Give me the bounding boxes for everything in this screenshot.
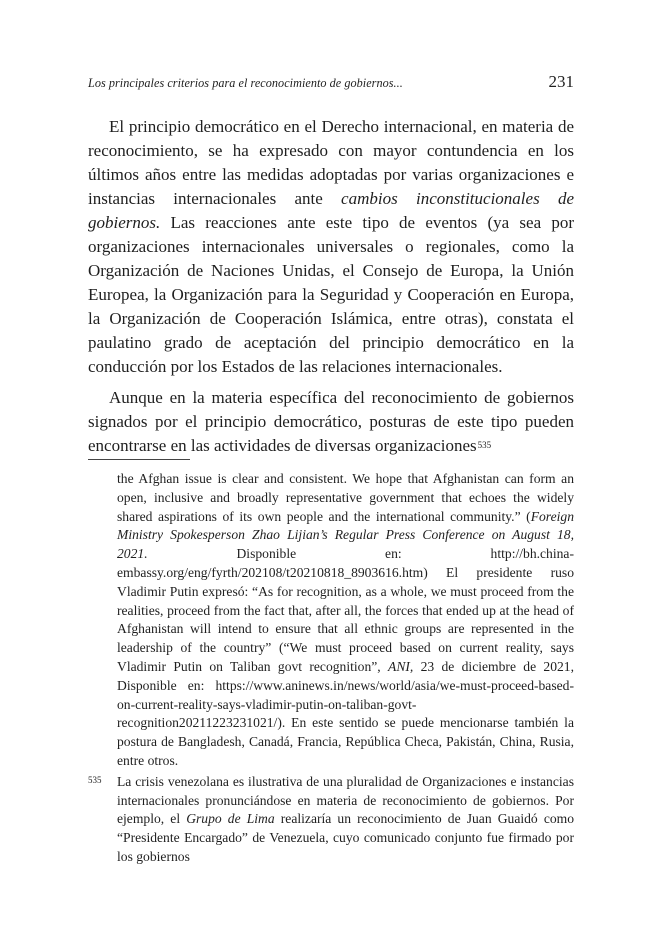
body-emphasis: cambios inconstitucionales de gobiernos. [88,189,574,232]
footnote-text: 23 de diciembre de 2021, Disponible en: https://www.aninews.in/news/world/asia/we-must-proceed-based-on-current-reality-says-vladimir-putin-on-taliban-govt-recognition20211223231021/). En este sentido se puede mencionarse también la postura de Bangladesh, Canadá, Francia, República Checa, Pakistán, China, Rusia, entre otros. [117,658,574,768]
footnote-emphasis: Foreign Ministry Spokesperson Zhao Lijian’s Regular Press Conference on August 18, 2021. [117,508,574,562]
footnote-emphasis: Grupo de Lima [186,811,275,827]
running-title: Los principales criterios para el reconocimiento de gobiernos... [88,76,403,90]
running-header [88,72,574,98]
body-text: El principio democrático en el Derecho internacional, en materia de reconocimiento, se ha expresado con mayor contundencia en los últimos años entre las medidas adoptadas por varias organizaciones e instancias internacionales ante [88,117,574,208]
body-text: Las reacciones ante este tipo de eventos (ya sea por organizaciones internacionales universales o regionales, como la Organización de Naciones Unidas, el Consejo de Europa, la Unión Europea, la Organización para la Seguridad y Cooperación en Europa, la Organización de Cooperación Islámica, entre otras), constata el paulatino grado de aceptación del principio democrático en la conducción por los Estados de las relaciones internacionales. [88,213,574,376]
body-text: Aunque en la materia específica del reconocimiento de gobiernos signados por el principio democrático, posturas de este tipo pueden encontrarse en las actividades de diversas organizaciones [88,388,574,455]
footnote-reference: 535 [477,440,492,450]
footnote-text: La crisis venezolana es ilustrativa de una pluralidad de Organizaciones e instancias internacionales pronunciándose en materia de reconocimiento de gobiernos. Por ejemplo, el [117,773,574,827]
body-paragraph [88,386,574,458]
footnote-text: Disponible en: http://bh.china-embassy.org/eng/fyrth/202108/t20210818_8903616.htm) El presidente ruso Vladimir Putin expresó: “As for recognition, as a whole, we must proceed from the realities, proceed from the fact that, after all, the forces that ended up at the head of Afghanistan will intend to ensure that all ethnic groups are represented in the leadership of the country” (“We must proceed based on current reality, says Vladimir Putin on Taliban govt recognition”, [117,546,574,674]
footnote-535 [88,773,574,867]
footnote-number: 535 [88,774,102,785]
footnote-emphasis: ANI, [388,658,414,674]
body-paragraph [88,115,574,379]
footnote-separator [88,459,190,460]
main-text [88,115,574,458]
footnotes [88,470,574,869]
page-number: 231 [548,72,574,91]
footnote-text: the Afghan issue is clear and consistent. We hope that Afghanistan can form an open, inclusive and broadly representative government that echoes the widely shared aspirations of its own people and the international community.” ( [117,471,574,524]
footnote-text: realizaría un reconocimiento de Juan Guaidó como “Presidente Encargado” de Venezuela, cuyo comunicado conjunto fue firmado por los gobiernos [117,811,575,864]
footnote-continued [88,470,574,771]
